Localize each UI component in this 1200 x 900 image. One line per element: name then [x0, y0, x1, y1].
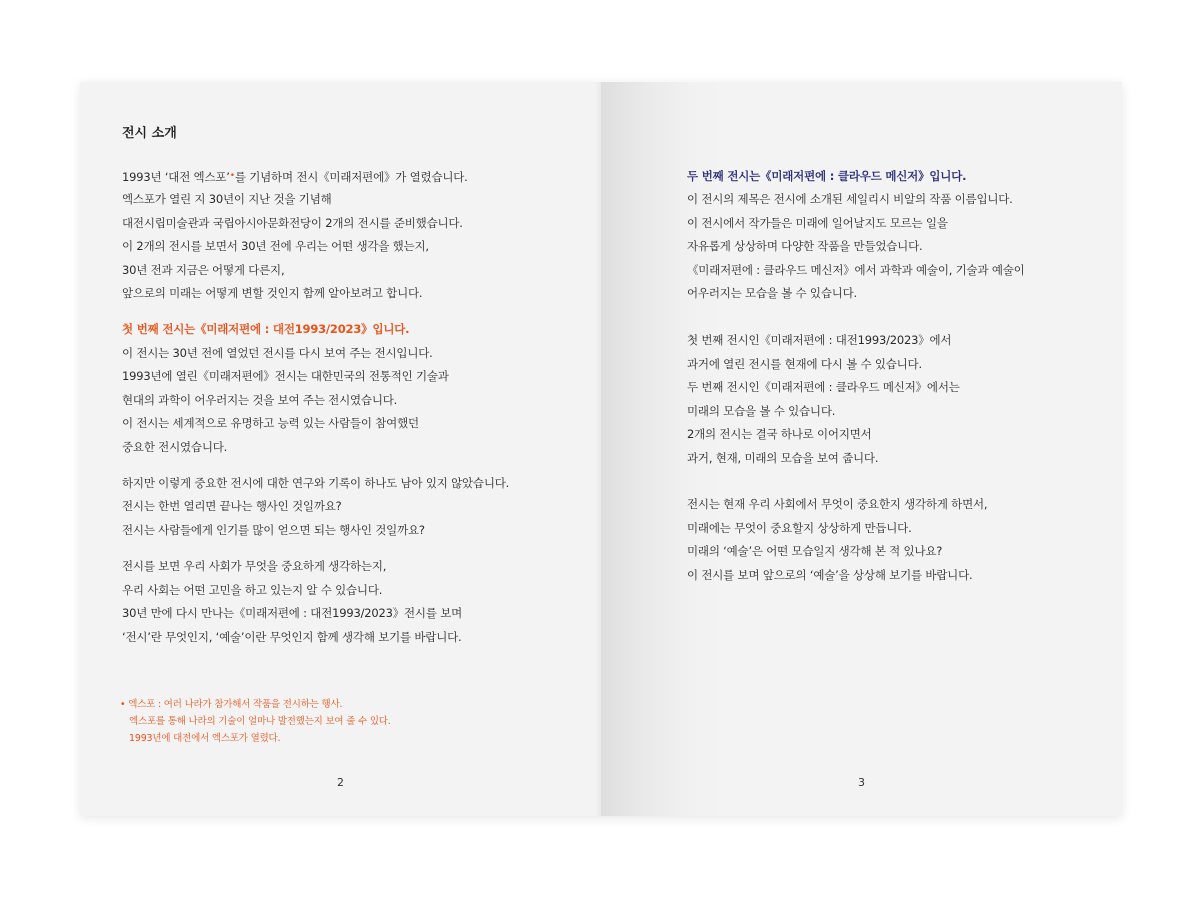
text-line: 이 전시의 제목은 전시에 소개된 세일리시 비알의 작품 이름입니다.	[687, 192, 1013, 206]
book-spread	[80, 82, 1122, 816]
text-line: 이 전시를 보며 앞으로의 ‘예술’을 상상해 보기를 바랍니다.	[687, 568, 973, 582]
text-line: 두 번째 전시인《미래저편에 : 클라우드 메신저》에서는	[687, 380, 960, 394]
text-line: 이 전시는 30년 전에 열었던 전시를 다시 보여 주는 전시입니다.	[122, 346, 433, 360]
footnote-marker: •	[229, 171, 235, 181]
text-line: 대전시립미술관과 국립아시아문화전당이 2개의 전시를 준비했습니다.	[122, 216, 463, 230]
text-line: 1993년 ‘대전 엑스포’•를 기념하며 전시《미래저편에》가 열렸습니다.	[122, 170, 468, 184]
text-line: 이 전시에서 작가들은 미래에 일어날지도 모르는 일을	[687, 216, 948, 230]
text-line: 앞으로의 미래는 어떻게 변할 것인지 함께 알아보려고 합니다.	[122, 286, 423, 300]
text-line: 자유롭게 상상하며 다양한 작품을 만들었습니다.	[687, 239, 923, 253]
text-line: 2개의 전시는 결국 하나로 이어지면서	[687, 427, 872, 441]
footnote-line: • 엑스포 : 여러 나라가 참가해서 작품을 전시하는 행사.	[120, 699, 343, 710]
text-line: 미래에는 무엇이 중요할지 상상하게 만듭니다.	[687, 521, 912, 535]
text-line: 엑스포가 열린 지 30년이 지난 것을 기념해	[122, 192, 332, 206]
text-line: 30년 만에 다시 만나는《미래저편에 : 대전1993/2023》전시를 보며	[122, 606, 463, 620]
text-line: 전시는 사람들에게 인기를 많이 얻으면 되는 행사인 것일까요?	[122, 523, 425, 537]
footnote	[120, 696, 391, 747]
text-line: 이 2개의 전시를 보면서 30년 전에 우리는 어떤 생각을 했는지,	[122, 239, 429, 253]
text-line: 하지만 이렇게 중요한 전시에 대한 연구와 기록이 하나도 남아 있지 않았습니다.	[122, 476, 510, 490]
section-heading-first-exhibition: 첫 번째 전시는《미래저편에 : 대전1993/2023》입니다.	[122, 322, 410, 336]
section-heading-second-exhibition: 두 번째 전시는《미래저편에 : 클라우드 메신저》입니다.	[687, 169, 967, 183]
text-line: 어우러지는 모습을 볼 수 있습니다.	[687, 286, 858, 300]
page-number: 3	[858, 776, 865, 789]
footnote-line: 1993년에 대전에서 엑스포가 열렸다.	[129, 733, 281, 744]
text-line: 전시는 현재 우리 사회에서 무엇이 중요한지 생각하게 하면서,	[687, 497, 988, 511]
left-page	[80, 82, 601, 816]
text-line: 과거에 열린 전시를 현재에 다시 볼 수 있습니다.	[687, 357, 922, 371]
text-line: ‘전시’란 무엇인지, ‘예술’이란 무엇인지 함께 생각해 보기를 바랍니다.	[122, 630, 462, 644]
page-title: 전시 소개	[122, 126, 177, 141]
text-line: 이 전시는 세계적으로 유명하고 능력 있는 사람들이 참여했던	[122, 416, 419, 430]
text-line: 과거, 현재, 미래의 모습을 보여 줍니다.	[687, 451, 879, 465]
text-line: 미래의 모습을 볼 수 있습니다.	[687, 404, 836, 418]
footnote-line: 엑스포를 통해 나라의 기술이 얼마나 발전했는지 보여 줄 수 있다.	[129, 716, 391, 727]
page-number: 2	[337, 776, 344, 789]
text-line: 첫 번째 전시인《미래저편에 : 대전1993/2023》에서	[687, 333, 952, 347]
text-line: 전시는 한번 열리면 끝나는 행사인 것일까요?	[122, 499, 342, 513]
text-line: 전시를 보면 우리 사회가 무엇을 중요하게 생각하는지,	[122, 559, 387, 573]
text-line: 중요한 전시였습니다.	[122, 440, 228, 454]
text-line: 미래의 ‘예술’은 어떤 모습일지 생각해 본 적 있나요?	[687, 544, 943, 558]
text-line: 30년 전과 지금은 어떻게 다른지,	[122, 263, 285, 277]
text-line: 《미래저편에 : 클라우드 메신저》에서 과학과 예술이, 기술과 예술이	[687, 263, 1025, 277]
right-page	[601, 82, 1122, 816]
text-line: 현대의 과학이 어우러지는 것을 보여 주는 전시였습니다.	[122, 393, 398, 407]
text-line: 우리 사회는 어떤 고민을 하고 있는지 알 수 있습니다.	[122, 583, 383, 597]
text-line: 1993년에 열린《미래저편에》전시는 대한민국의 전통적인 기술과	[122, 369, 449, 383]
